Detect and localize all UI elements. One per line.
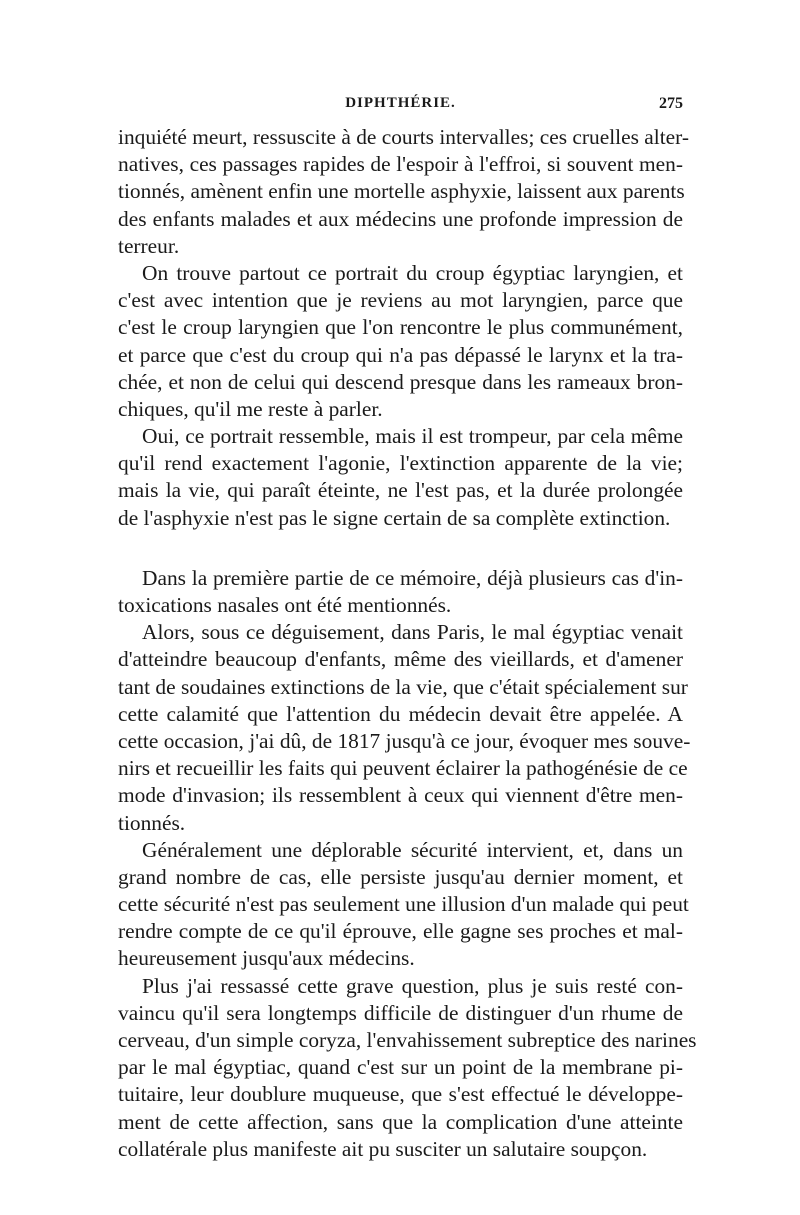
text-line: et parce que c'est du croup qui n'a pas dépassé le larynx et la tra- <box>118 342 683 367</box>
text-line: c'est avec intention que je reviens au mot laryngien, parce que <box>118 288 683 313</box>
paragraph <box>118 565 683 619</box>
body-text <box>118 124 697 1163</box>
text-line: nirs et recueillir les faits qui peuvent éclairer la pathogénésie de ce <box>118 756 688 781</box>
text-line: vaincu qu'il sera longtemps difficile de distinguer d'un rhume de <box>118 1000 683 1025</box>
text-line: heureusement jusqu'aux médecins. <box>118 946 415 971</box>
text-line: qu'il rend exactement l'agonie, l'extinction apparente de la vie; <box>118 451 683 476</box>
text-line: grand nombre de cas, elle persiste jusqu'au dernier moment, et <box>118 864 683 889</box>
running-head <box>118 95 683 121</box>
text-line: On trouve partout ce portrait du croup égyptiac laryngien, et <box>142 260 683 285</box>
text-line: tionnés, amènent enfin une mortelle asphyxie, laissent aux parents <box>118 179 685 204</box>
text-line: par le mal égyptiac, quand c'est sur un point de la membrane pi- <box>118 1055 683 1080</box>
text-line: cette occasion, j'ai dû, de 1817 jusqu'à ce jour, évoquer mes souve- <box>118 728 691 753</box>
text-line: Généralement une déplorable sécurité intervient, et, dans un <box>142 837 683 862</box>
text-line: Plus j'ai ressassé cette grave question, plus je suis resté con- <box>142 973 683 998</box>
text-line: c'est le croup laryngien que l'on rencontre le plus communément, <box>118 315 683 340</box>
text-line: tionnés. <box>118 810 186 835</box>
text-line: collatérale plus manifeste ait pu susciter un salutaire soupçon. <box>118 1136 648 1161</box>
text-line: Oui, ce portrait ressemble, mais il est trompeur, par cela même <box>142 424 683 449</box>
paragraph <box>118 124 689 260</box>
text-line: ment de cette affection, sans que la complication d'une atteinte <box>118 1109 683 1134</box>
text-line: inquiété meurt, ressuscite à de courts intervalles; ces cruelles alter- <box>118 125 689 149</box>
text-line: de l'asphyxie n'est pas le signe certain de sa complète extinction. <box>118 505 671 530</box>
text-line: rendre compte de ce qu'il éprouve, elle gagne ses proches et mal- <box>118 919 683 944</box>
text-line: chiques, qu'il me reste à parler. <box>118 396 383 421</box>
paragraph <box>118 619 691 837</box>
text-line: mode d'invasion; ils ressemblent à ceux qui viennent d'être men- <box>118 783 683 808</box>
text-line: cette sécurité n'est pas seulement une illusion d'un malade qui peut <box>118 892 689 917</box>
text-line: d'atteindre beaucoup d'enfants, même des vieillards, et d'amener <box>118 647 683 672</box>
text-line: terreur. <box>118 233 180 258</box>
paragraph <box>118 837 689 973</box>
text-line: tuitaire, leur doublure muqueuse, que s'est effectué le développe- <box>118 1082 683 1107</box>
text-line: natives, ces passages rapides de l'espoir à l'effroi, si souvent men- <box>118 152 683 177</box>
text-line: des enfants malades et aux médecins une profonde impression de <box>118 206 683 231</box>
text-line: cette calamité que l'attention du médecin devait être appelée. A <box>118 701 683 726</box>
text-line: cerveau, d'un simple coryza, l'envahissement subreptice des narines <box>118 1028 697 1052</box>
paragraph <box>118 973 697 1163</box>
text-line: toxications nasales ont été mentionnés. <box>118 593 452 617</box>
section-break <box>118 532 683 565</box>
page-number: 275 <box>659 95 683 112</box>
text-line: tant de soudaines extinctions de la vie, que c'était spécialement sur <box>118 674 688 699</box>
paragraph <box>118 423 683 532</box>
text-line: mais la vie, qui paraît éteinte, ne l'est pas, et la durée prolongée <box>118 478 683 503</box>
text-line: Alors, sous ce déguisement, dans Paris, le mal égyptiac venait <box>142 620 683 645</box>
text-line: Dans la première partie de ce mémoire, déjà plusieurs cas d'in- <box>142 565 683 590</box>
running-title: DIPHTHÉRIE. <box>345 95 456 111</box>
text-line: chée, et non de celui qui descend presque dans les rameaux bron- <box>118 369 683 394</box>
paragraph <box>118 260 683 423</box>
